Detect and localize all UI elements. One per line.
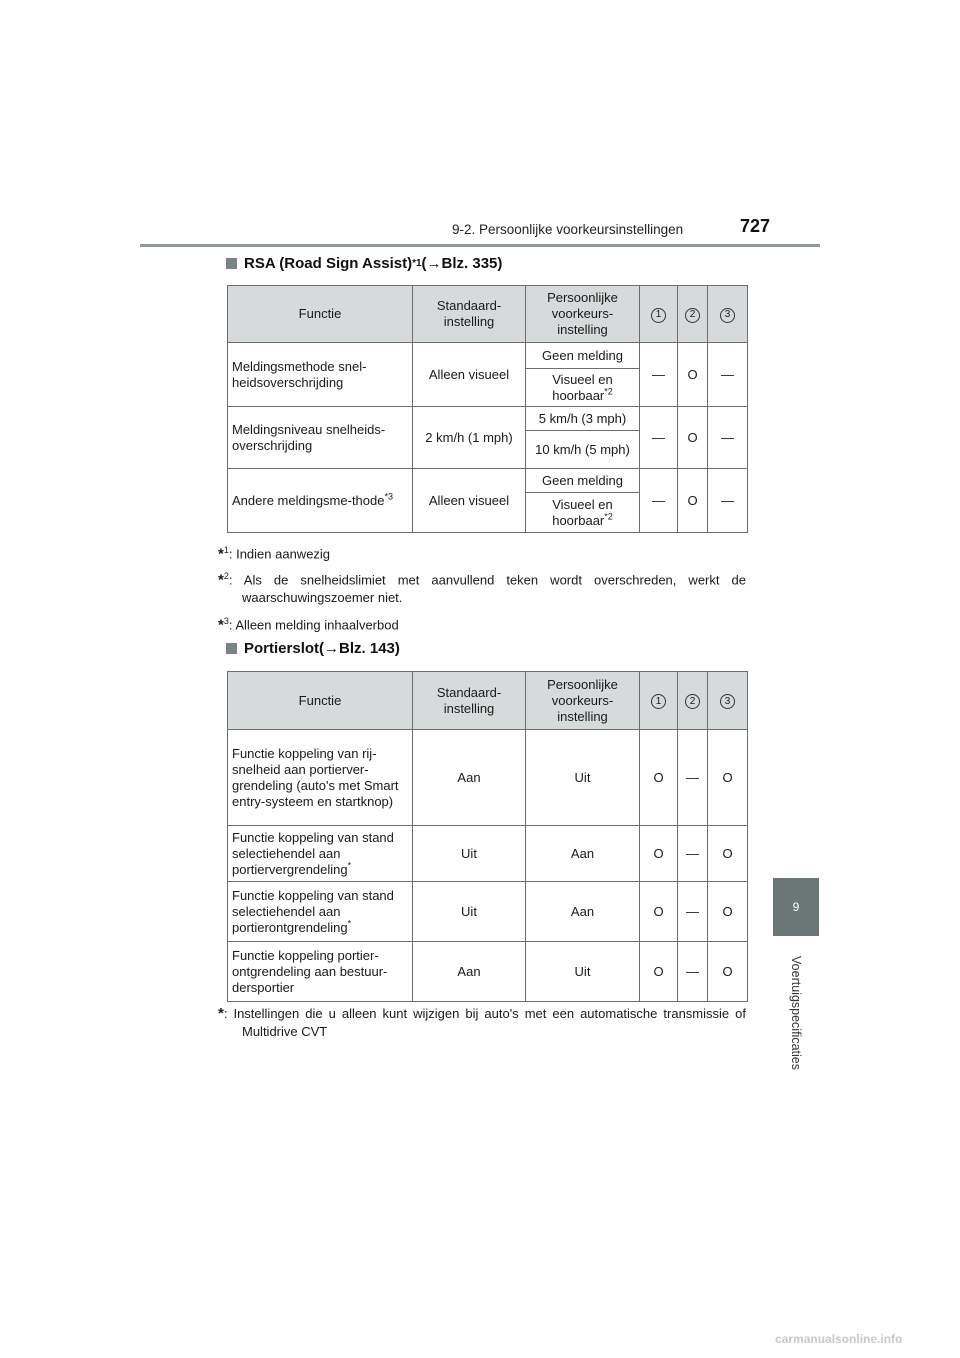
row-c2: O <box>678 407 708 469</box>
row-function: Andere meldingsme-thode$^{*3}$ <box>228 469 413 533</box>
row-c2: — <box>678 882 708 942</box>
row-default: Aan <box>413 730 526 826</box>
row-c1: — <box>640 469 678 533</box>
row-c3: O <box>708 730 748 826</box>
row-function: Meldingsniveau snelheids-overschrijding <box>228 407 413 469</box>
row-c1: O <box>640 942 678 1002</box>
col-header-circled-3 <box>708 672 748 730</box>
header-divider <box>140 244 820 247</box>
row-custom: Uit <box>526 730 640 826</box>
circled-2-icon: 2 <box>685 694 700 709</box>
rsa-footnote-1: *$^1$: Indien aanwezig <box>218 545 331 563</box>
col-header-function: Functie <box>228 286 413 343</box>
circled-1-icon: 1 <box>651 694 666 709</box>
doorlock-header-row <box>228 672 748 730</box>
col-header-circled-2 <box>678 286 708 343</box>
row-function: Functie koppeling portier-ontgrendeling aan bestuur-dersportier <box>228 942 413 1002</box>
table-row <box>228 942 748 1002</box>
row-c2: O <box>678 469 708 533</box>
col-header-custom: Persoonlijke voorkeurs-instelling <box>526 672 640 730</box>
col-header-circled-3 <box>708 286 748 343</box>
rsa-section-title <box>226 255 502 272</box>
chapter-tab <box>773 878 819 936</box>
col-header-circled-1 <box>640 672 678 730</box>
chapter-number: 9 <box>792 900 800 914</box>
watermark: carmanualsonline.info <box>775 1332 903 1346</box>
row-default: 2 km/h (1 mph) <box>413 407 526 469</box>
row-option: Visueel en hoorbaar$^{*2}$ <box>526 369 640 407</box>
row-function: Meldingsmethode snel-heidsoverschrijding <box>228 343 413 407</box>
row-default: Uit <box>413 826 526 882</box>
row-c1: — <box>640 407 678 469</box>
row-c3: O <box>708 882 748 942</box>
rsa-title-main: RSA (Road Sign Assist) <box>244 255 413 272</box>
doorlock-table <box>227 671 748 1002</box>
row-function: Functie koppeling van stand selectiehendel aan portierontgrendeling* <box>228 882 413 942</box>
row-c3: — <box>708 469 748 533</box>
doorlock-section-title <box>226 640 400 657</box>
row-custom: Aan <box>526 826 640 882</box>
rsa-header-row <box>228 286 748 343</box>
running-header-section: 9-2. Persoonlijke voorkeursinstellingen <box>452 222 684 237</box>
row-c2: — <box>678 942 708 1002</box>
row-default: Alleen visueel <box>413 469 526 533</box>
row-c3: O <box>708 942 748 1002</box>
row-function: Functie koppeling van rij-snelheid aan portierver-grendeling (auto's met Smart entry-systeem en startknop) <box>228 730 413 826</box>
table-row <box>228 407 748 431</box>
col-header-circled-1 <box>640 286 678 343</box>
col-header-custom: Persoonlijke voorkeurs-instelling <box>526 286 640 343</box>
doorlock-title-ref: (→Blz. 143) <box>319 640 400 657</box>
rsa-title-ref: (→Blz. 335) <box>421 255 503 272</box>
rsa-title-sup: *1 <box>412 258 422 269</box>
table-row <box>228 826 748 882</box>
col-header-function: Functie <box>228 672 413 730</box>
doorlock-footnote: *: Instellingen die u alleen kunt wijzigen bij auto's met een automatische transmissie of Multidrive CVT <box>218 1005 746 1039</box>
row-default: Uit <box>413 882 526 942</box>
table-row <box>228 343 748 369</box>
row-c3: — <box>708 407 748 469</box>
row-c1: O <box>640 826 678 882</box>
circled-1-icon: 1 <box>651 308 666 323</box>
table-row <box>228 882 748 942</box>
circled-2-icon: 2 <box>685 308 700 323</box>
row-option: Geen melding <box>526 343 640 369</box>
rsa-footnote-2: *$^2$: Als de snelheidslimiet met aanvullend teken wordt overschreden, werkt de waarschuwingszoemer niet. <box>218 571 746 606</box>
row-custom: Aan <box>526 882 640 942</box>
row-option: Visueel en hoorbaar$^{*2}$ <box>526 493 640 533</box>
doorlock-title-main: Portierslot <box>244 640 320 657</box>
page-number: 727 <box>740 216 771 236</box>
row-option: 5 km/h (3 mph) <box>526 407 640 431</box>
row-default: Aan <box>413 942 526 1002</box>
col-header-default: Standaard-instelling <box>413 672 526 730</box>
circled-3-icon: 3 <box>720 308 735 323</box>
table-row <box>228 730 748 826</box>
table-row <box>228 469 748 493</box>
bullet-square-icon <box>226 258 237 269</box>
row-c3: O <box>708 826 748 882</box>
col-header-circled-2 <box>678 672 708 730</box>
row-option: 10 km/h (5 mph) <box>526 431 640 469</box>
row-function: Functie koppeling van stand selectiehendel aan portiervergrendeling* <box>228 826 413 882</box>
row-default: Alleen visueel <box>413 343 526 407</box>
row-c2: — <box>678 730 708 826</box>
row-c1: O <box>640 730 678 826</box>
row-c3: — <box>708 343 748 407</box>
rsa-footnote-3: *$^3$: Alleen melding inhaalverbod <box>218 616 399 634</box>
row-c1: — <box>640 343 678 407</box>
col-header-default: Standaard-instelling <box>413 286 526 343</box>
row-option: Geen melding <box>526 469 640 493</box>
bullet-square-icon <box>226 643 237 654</box>
row-c1: O <box>640 882 678 942</box>
row-c2: O <box>678 343 708 407</box>
circled-3-icon: 3 <box>720 694 735 709</box>
row-c2: — <box>678 826 708 882</box>
row-custom: Uit <box>526 942 640 1002</box>
rsa-table <box>227 285 748 533</box>
chapter-label: Voertuigspecificaties <box>789 956 803 1070</box>
